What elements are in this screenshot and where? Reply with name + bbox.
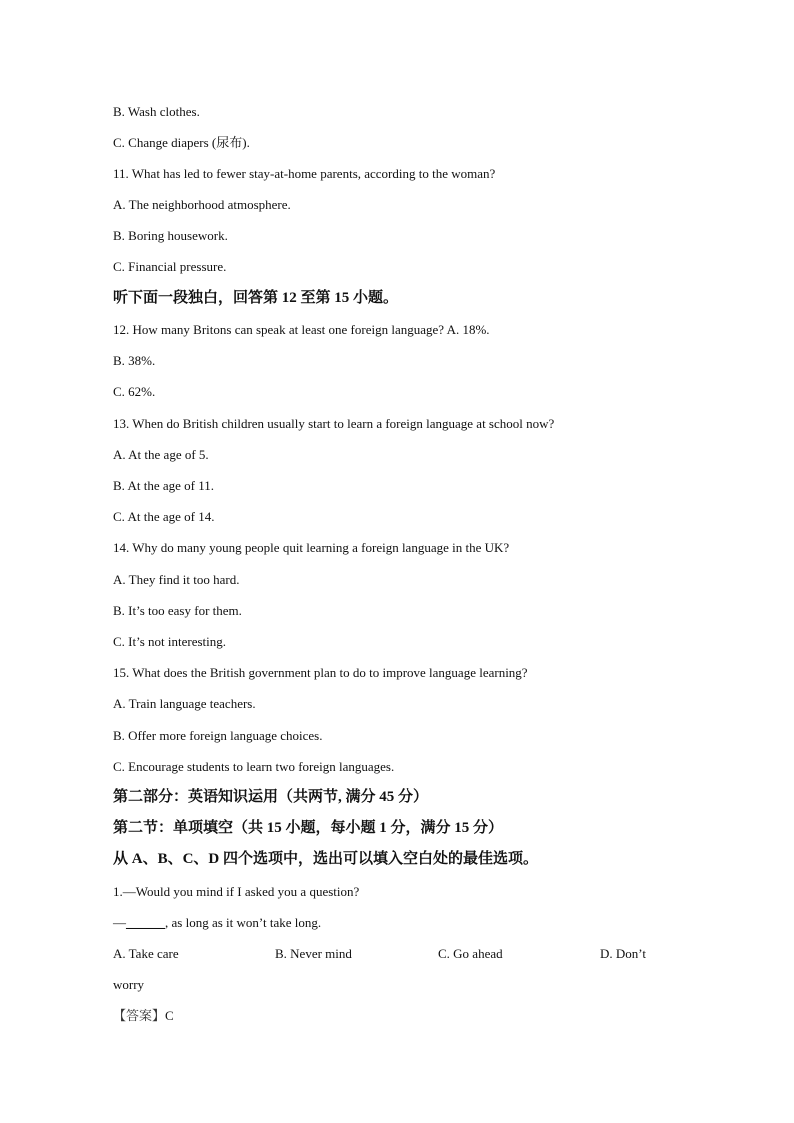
mc1-blank: ______ bbox=[126, 915, 165, 930]
q14-option-b: B. It’s too easy for them. bbox=[113, 603, 242, 618]
q15-option-a: A. Train language teachers. bbox=[113, 696, 256, 711]
mc1-reply-dash: — bbox=[113, 915, 126, 930]
q11-question: 11. What has led to fewer stay-at-home parents, according to the woman? bbox=[113, 166, 496, 181]
answer-label: 【答案】 bbox=[113, 1008, 166, 1023]
q11-option-c: C. Financial pressure. bbox=[113, 259, 227, 274]
mc1-option-c: C. Go ahead bbox=[438, 946, 503, 961]
q14-question: 14. Why do many young people quit learning a foreign language in the UK? bbox=[113, 540, 510, 555]
mc1-answer bbox=[113, 1008, 174, 1024]
mc1-option-b: B. Never mind bbox=[275, 946, 352, 961]
q10-option-b: B. Wash clothes. bbox=[113, 104, 200, 119]
q13-option-c: C. At the age of 14. bbox=[113, 509, 215, 524]
q13-option-b: B. At the age of 11. bbox=[113, 478, 214, 493]
q14-option-c: C. It’s not interesting. bbox=[113, 634, 227, 649]
q11-option-b: B. Boring housework. bbox=[113, 228, 228, 243]
section2-instruction: 从 A、B、C、D 四个选项中，选出可以填入空白处的最佳选项。 bbox=[113, 851, 539, 867]
mc1-option-d-wrap: worry bbox=[113, 977, 145, 992]
q15-option-c: C. Encourage students to learn two foreign languages. bbox=[113, 759, 395, 774]
part2-heading: 第二部分：英语知识运用（共两节, 满分 45 分） bbox=[113, 789, 429, 805]
monologue-instruction: 听下面一段独白，回答第 12 至第 15 小题。 bbox=[113, 290, 399, 306]
mc1-question: 1.—Would you mind if I asked you a question? bbox=[113, 884, 360, 899]
q15-question: 15. What does the British government plan to do to improve language learning? bbox=[113, 665, 528, 680]
q14-option-a: A. They find it too hard. bbox=[113, 572, 240, 587]
q12-option-c: C. 62%. bbox=[113, 384, 156, 399]
q13-option-a: A. At the age of 5. bbox=[113, 447, 209, 462]
q10-option-c: C. Change diapers (尿布). bbox=[113, 135, 250, 150]
q12-question: 12. How many Britons can speak at least one foreign language? A. 18%. bbox=[113, 322, 490, 337]
mc1-reply-rest: , as long as it won’t take long. bbox=[165, 915, 322, 930]
mc1-option-a: A. Take care bbox=[113, 946, 179, 961]
answer-value: C bbox=[165, 1008, 174, 1023]
section2-heading: 第二节：单项填空（共 15 小题，每小题 1 分，满分 15 分） bbox=[113, 820, 504, 836]
q11-option-a: A. The neighborhood atmosphere. bbox=[113, 197, 291, 212]
q15-option-b: B. Offer more foreign language choices. bbox=[113, 728, 323, 743]
q13-question: 13. When do British children usually start to learn a foreign language at school now? bbox=[113, 416, 555, 431]
q12-option-b: B. 38%. bbox=[113, 353, 156, 368]
mc1-option-d: D. Don’t bbox=[600, 946, 646, 961]
mc1-reply bbox=[113, 915, 321, 931]
